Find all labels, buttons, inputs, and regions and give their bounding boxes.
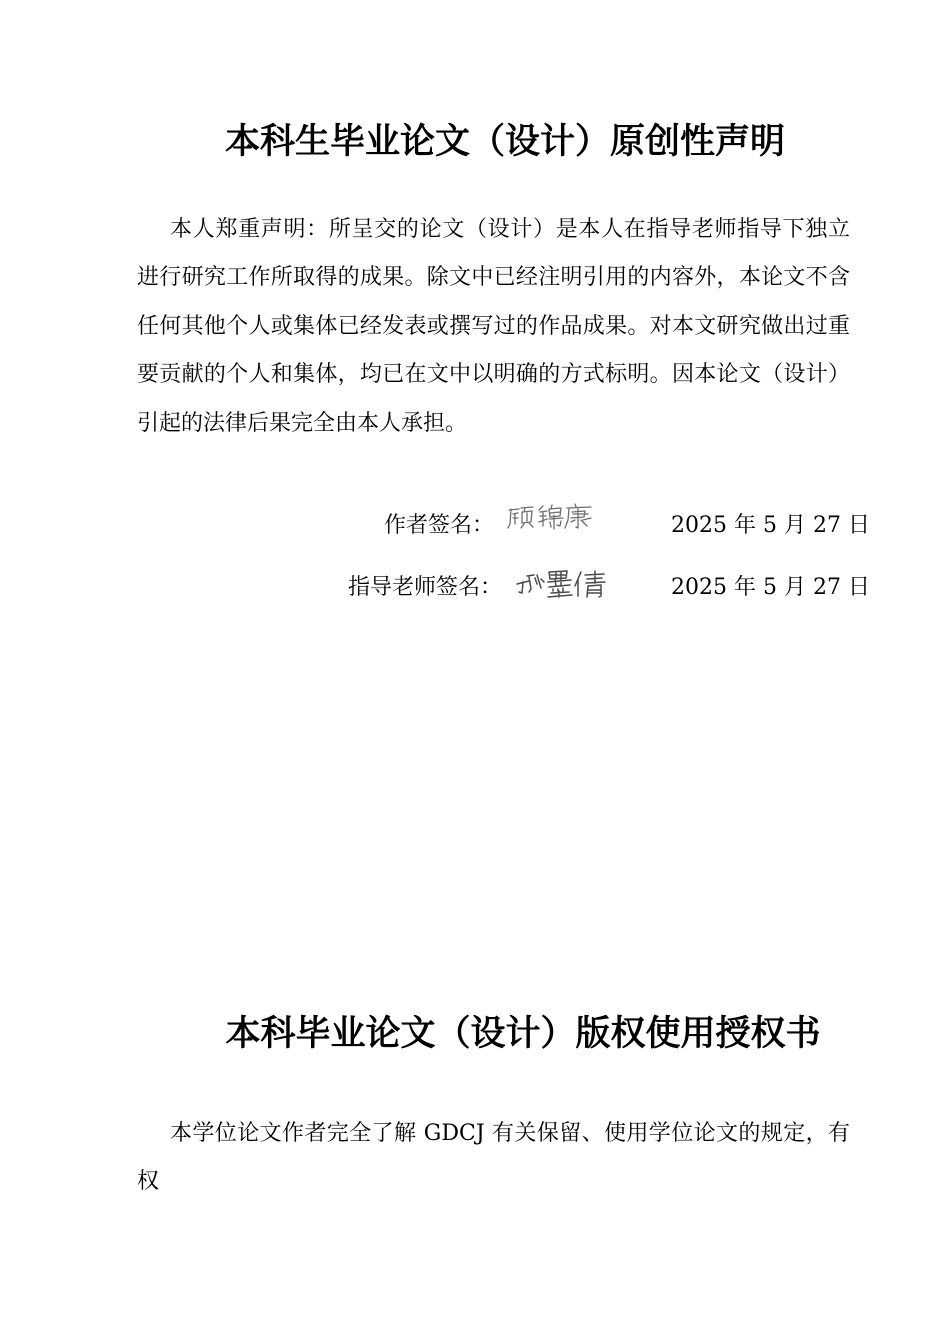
advisor-signature-label: 指导老师签名： bbox=[348, 575, 503, 600]
authorization-title: 本科毕业论文（设计）版权使用授权书 bbox=[225, 1014, 821, 1054]
advisor-signature-date: 2025 年 5 月 27 日 bbox=[671, 575, 870, 600]
authorization-body: 本学位论文作者完全了解 GDCJ 有关保留、使用学位论文的规定，有权 bbox=[137, 1121, 850, 1195]
advisor-handwritten-signature bbox=[515, 566, 611, 600]
author-signature-label: 作者签名： bbox=[384, 513, 495, 538]
declaration-body: 本人郑重声明：所呈交的论文（设计）是本人在指导老师指导下独立进行研究工作所取得的成果。除文中已经注明引用的内容外，本论文不含任何其他个人或集体已经发表或撰写过的作品成果。对本文研究做出过重要贡献的个人和集体，均已在文中以明确的方式标明。因本论文（设计）引起的法律后果完全由本人承担。 bbox=[137, 217, 850, 436]
author-handwritten-signature bbox=[505, 500, 597, 536]
declaration-title: 本科生毕业论文（设计）原创性声明 bbox=[224, 122, 785, 162]
author-signature-date: 2025 年 5 月 27 日 bbox=[671, 513, 870, 538]
